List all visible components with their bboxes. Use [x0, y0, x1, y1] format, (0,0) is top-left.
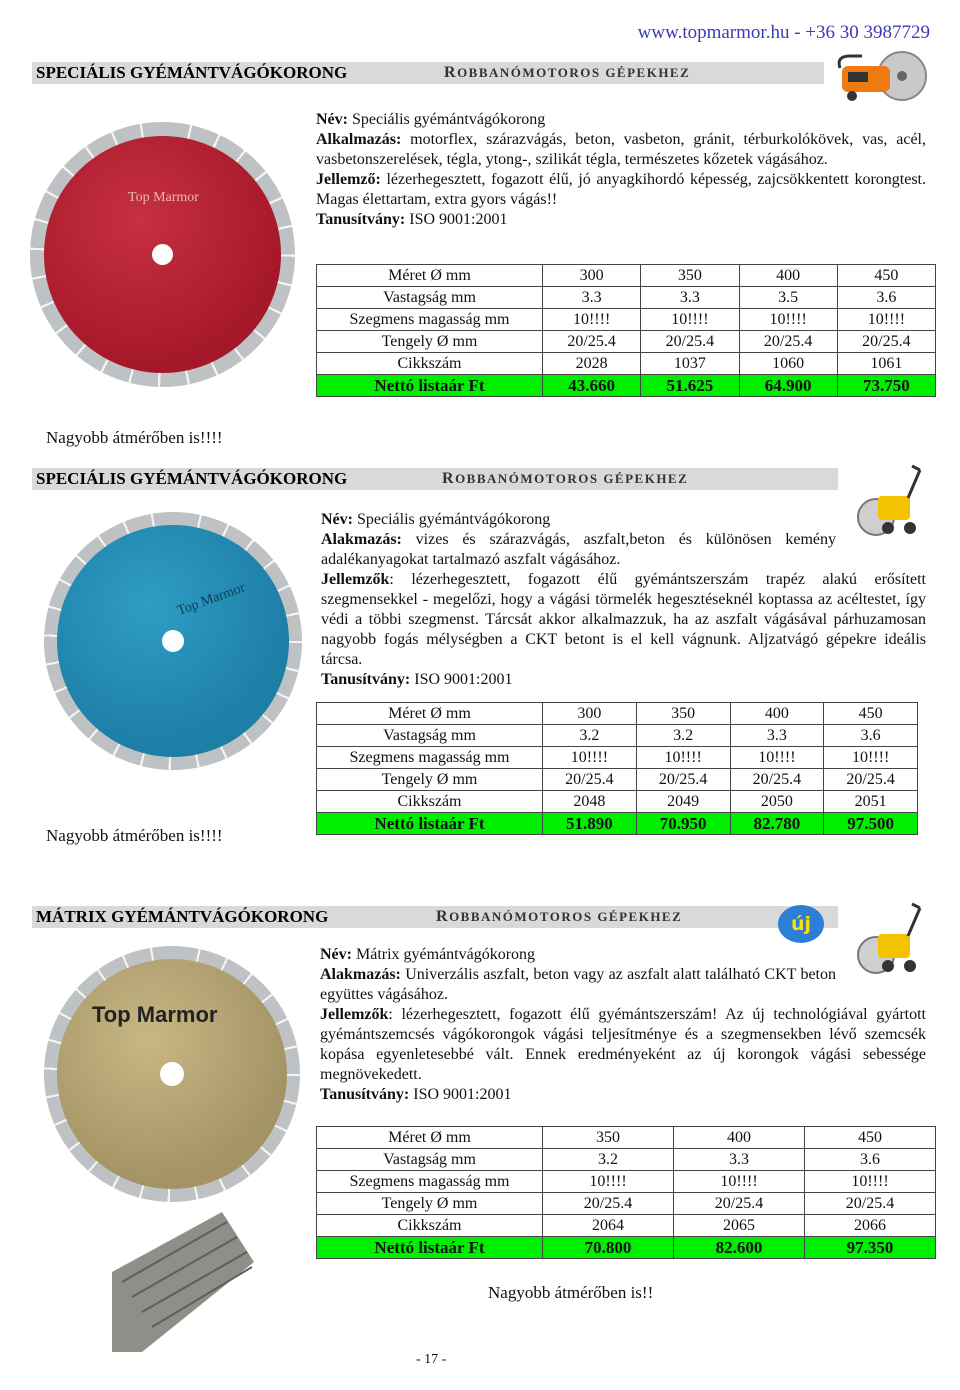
disc-brand-text: Top Marmor: [92, 1002, 218, 1027]
new-badge: új: [778, 905, 824, 943]
table-cell: 3.3: [641, 287, 739, 309]
section-3-spec-table: [316, 1126, 936, 1259]
table-row: [317, 1127, 936, 1149]
table-cell: 73.750: [837, 375, 935, 397]
table-row: [317, 791, 918, 813]
table-row: [317, 769, 918, 791]
blue-diamond-disc-image: [44, 512, 302, 770]
section-2-title-bar: [32, 468, 838, 490]
table-row: [317, 1149, 936, 1171]
section-3-description: Név: Mátrix gyémántvágókorong Alakmazás: Univerzális aszfalt, beton vagy az aszfalt alatt található CKT beton együttes vágásához. Jellemzők: lézerhegesztett, fogazott élű gyémántszerszám! Az új technológiával gyártott gyémántszemcsés vágókorongok vágási teljesítménye és a szegmensekben lévő szemcsék kopása egyenletesebbé vált. Ennek eredményeként az új korongok vágási sebessége megnövekedett. Tanusítvány: ISO 9001:2001: [320, 946, 926, 1103]
table-row: [317, 725, 918, 747]
table-cell: 350: [641, 265, 739, 287]
table-cell: 10!!!!: [824, 747, 918, 769]
table-cell: 43.660: [543, 375, 641, 397]
matrix-diamond-disc-image: [44, 946, 300, 1202]
table-row: [317, 331, 936, 353]
table-cell: 20/25.4: [641, 331, 739, 353]
section-2-subtitle: ROBBANÓMOTOROS GÉPEKHEZ: [442, 470, 689, 487]
red-diamond-disc-image: [30, 122, 295, 387]
segment-closeup-image: [112, 1212, 254, 1352]
table-cell: 82.780: [730, 813, 824, 835]
table-cell: 20/25.4: [805, 1193, 936, 1215]
table-cell: 300: [543, 265, 641, 287]
table-cell: 20/25.4: [543, 1193, 674, 1215]
table-cell: 450: [837, 265, 935, 287]
table-cell: 10!!!!: [543, 747, 637, 769]
table-cell: 1060: [739, 353, 837, 375]
row-label: Cikkszám: [317, 1215, 543, 1237]
section-3-subtitle: ROBBANÓMOTOROS GÉPEKHEZ: [436, 908, 683, 925]
table-cell: 10!!!!: [641, 309, 739, 331]
table-row: [317, 353, 936, 375]
table-cell: 10!!!!: [636, 747, 730, 769]
table-cell: 3.2: [636, 725, 730, 747]
table-cell: 10!!!!: [730, 747, 824, 769]
section-1-description: Név: Speciális gyémántvágókorong Alkalmazás: motorflex, szárazvágás, beton, vasbeton, gránit, térburkolókövek, vas, acél, vasbetonszerelések, tégla, ytong-, szilikát tégla, természetes kőzetek vágásához. Jellemző: lézerhegesztett, fogazott élű, jó anyagkihordó képesség, zajcsökkentett korongtest. Magas élettartam, extra gyors vágás!! Tanusítvány: ISO 9001:2001: [316, 111, 926, 228]
table-row: [317, 1215, 936, 1237]
table-cell: 400: [674, 1127, 805, 1149]
table-row: [317, 265, 936, 287]
disc-brand-text: Top Marmor: [175, 580, 248, 619]
row-label: Vastagság mm: [317, 1149, 543, 1171]
price-row: [317, 1237, 936, 1259]
table-cell: 2028: [543, 353, 641, 375]
table-cell: 1061: [837, 353, 935, 375]
table-cell: 3.3: [730, 725, 824, 747]
row-label: Szegmens magasság mm: [317, 309, 543, 331]
table-cell: 70.950: [636, 813, 730, 835]
table-cell: 3.2: [543, 1149, 674, 1171]
table-cell: 51.625: [641, 375, 739, 397]
table-cell: 20/25.4: [636, 769, 730, 791]
row-label: Méret Ø mm: [317, 265, 543, 287]
table-cell: 3.3: [543, 287, 641, 309]
section-3-note: Nagyobb átmérőben is!!: [488, 1283, 654, 1302]
section-1-title: SPECIÁLIS GYÉMÁNTVÁGÓKORONG: [36, 63, 348, 82]
row-label: Szegmens magasság mm: [317, 1171, 543, 1193]
table-cell: 20/25.4: [674, 1193, 805, 1215]
table-cell: 3.6: [805, 1149, 936, 1171]
row-label: Szegmens magasság mm: [317, 747, 543, 769]
row-label: Cikkszám: [317, 353, 543, 375]
table-cell: 450: [805, 1127, 936, 1149]
table-cell: 20/25.4: [543, 331, 641, 353]
table-cell: 3.2: [543, 725, 637, 747]
table-cell: 10!!!!: [674, 1171, 805, 1193]
table-cell: 82.600: [674, 1237, 805, 1259]
table-row: [317, 747, 918, 769]
table-cell: 1037: [641, 353, 739, 375]
table-row: [317, 1193, 936, 1215]
table-cell: 3.3: [674, 1149, 805, 1171]
row-label: Méret Ø mm: [317, 1127, 543, 1149]
table-cell: 10!!!!: [837, 309, 935, 331]
table-cell: 3.6: [837, 287, 935, 309]
row-label: Vastagság mm: [317, 287, 543, 309]
cut-off-saw-icon: [832, 46, 932, 104]
section-2-title: SPECIÁLIS GYÉMÁNTVÁGÓKORONG: [36, 469, 348, 488]
table-cell: 2064: [543, 1215, 674, 1237]
table-cell: 350: [636, 703, 730, 725]
table-cell: 97.500: [824, 813, 918, 835]
table-cell: 2051: [824, 791, 918, 813]
table-row: [317, 1171, 936, 1193]
table-cell: 2050: [730, 791, 824, 813]
section-2-spec-table: [316, 702, 918, 835]
disc-brand-text: Top Marmor: [128, 190, 199, 205]
table-cell: 97.350: [805, 1237, 936, 1259]
row-label: Nettó listaár Ft: [317, 1237, 543, 1259]
row-label: Cikkszám: [317, 791, 543, 813]
table-cell: 10!!!!: [739, 309, 837, 331]
table-cell: 20/25.4: [730, 769, 824, 791]
section-1-spec-table: [316, 264, 936, 397]
section-2-note: Nagyobb átmérőben is!!!!: [46, 826, 223, 845]
section-1-title-bar: [32, 62, 824, 84]
row-label: Méret Ø mm: [317, 703, 543, 725]
section-3-title-bar: [32, 906, 838, 928]
table-cell: 450: [824, 703, 918, 725]
table-cell: 20/25.4: [824, 769, 918, 791]
table-cell: 3.5: [739, 287, 837, 309]
table-cell: 2066: [805, 1215, 936, 1237]
page-number: - 17 -: [416, 1352, 447, 1367]
table-cell: 10!!!!: [805, 1171, 936, 1193]
table-row: [317, 287, 936, 309]
table-cell: 350: [543, 1127, 674, 1149]
row-label: Nettó listaár Ft: [317, 375, 543, 397]
table-cell: 20/25.4: [837, 331, 935, 353]
price-row: [317, 375, 936, 397]
table-cell: 400: [739, 265, 837, 287]
row-label: Tengely Ø mm: [317, 331, 543, 353]
table-cell: 300: [543, 703, 637, 725]
table-cell: 400: [730, 703, 824, 725]
table-cell: 3.6: [824, 725, 918, 747]
table-cell: 20/25.4: [739, 331, 837, 353]
table-cell: 2048: [543, 791, 637, 813]
table-cell: 10!!!!: [543, 309, 641, 331]
section-1-note: Nagyobb átmérőben is!!!!: [46, 428, 223, 447]
table-row: [317, 309, 936, 331]
table-cell: 70.800: [543, 1237, 674, 1259]
row-label: Tengely Ø mm: [317, 1193, 543, 1215]
table-row: [317, 703, 918, 725]
table-cell: 51.890: [543, 813, 637, 835]
section-1-subtitle: ROBBANÓMOTOROS GÉPEKHEZ: [444, 64, 691, 81]
section-2-description: Név: Speciális gyémántvágókorong Alakmazás: vizes és szárazvágás, aszfalt,beton és különösen kemény adalékanyagokat tartalmazó aszfalt vágásához. Jellemzők: lézerhegesztett, fogazott élű gyémántszerszám trapéz alakú erősített szegmensekkel - megelőzi, hogy a vágási törmelék hegesztéseknél koptassa az acéltestet, így védi a többi szegmenst. Tárcsát akkor alkalmazzuk, ha az aszfalt vágásával párhuzamosan nagyobb fogás mélységben a CKT betont is el kell vágnunk. Aljzatvágó gépekre ideális tárcsa. Tanusítvány: ISO 9001:2001: [321, 511, 926, 688]
price-row: [317, 813, 918, 835]
table-cell: 20/25.4: [543, 769, 637, 791]
row-label: Vastagság mm: [317, 725, 543, 747]
table-cell: 10!!!!: [543, 1171, 674, 1193]
row-label: Nettó listaár Ft: [317, 813, 543, 835]
site-header[interactable]: www.topmarmor.hu - +36 30 3987729: [637, 22, 930, 43]
table-cell: 64.900: [739, 375, 837, 397]
row-label: Tengely Ø mm: [317, 769, 543, 791]
table-cell: 2065: [674, 1215, 805, 1237]
table-cell: 2049: [636, 791, 730, 813]
section-3-title: MÁTRIX GYÉMÁNTVÁGÓKORONG: [36, 907, 329, 926]
